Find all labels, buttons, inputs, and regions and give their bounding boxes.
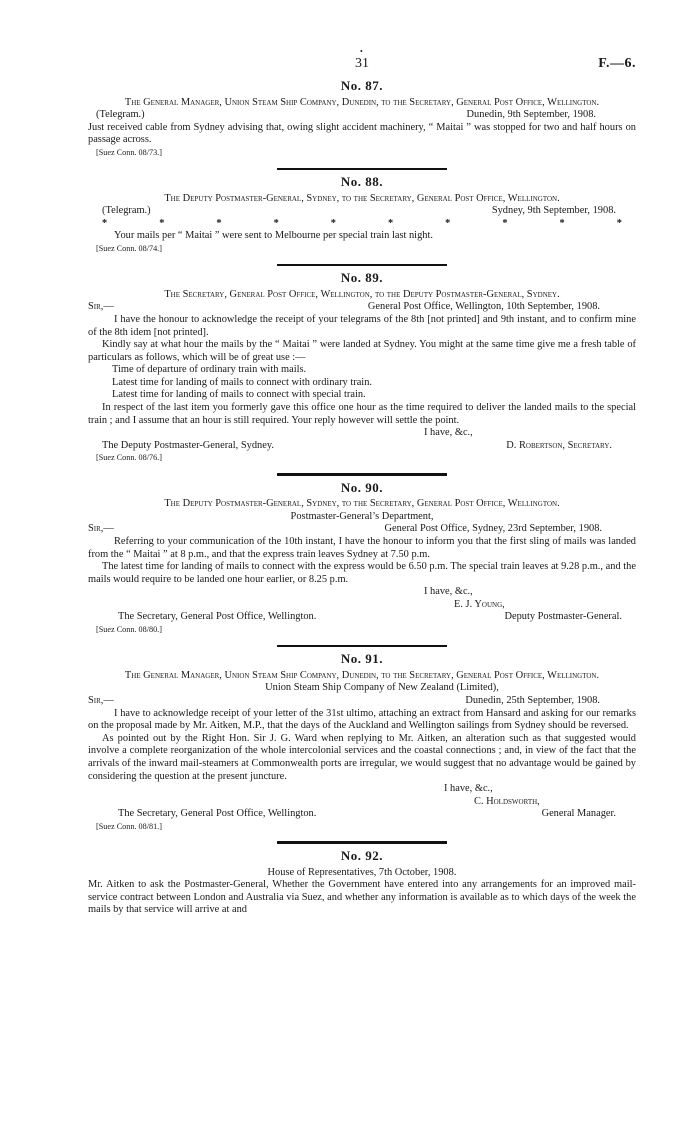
salutation: Sir,— <box>88 694 114 706</box>
section-heading: The Deputy Postmaster-General, Sydney, to the Secretary, General Post Office, Wellington. <box>164 192 560 204</box>
body-text: Just received cable from Sydney advising that, owing slight accident machinery, “ Maitai ” was stopped for two and half hours on passage across. <box>88 121 636 146</box>
section-divider <box>277 841 447 844</box>
margin-dot: • <box>360 47 363 56</box>
addressee: The Secretary, General Post Office, Wellington. <box>118 611 317 623</box>
closing: I have, &c., <box>444 783 493 795</box>
dateline: Dunedin, 9th September, 1908. <box>466 109 596 121</box>
file-reference: [Suez Conn. 08/76.] <box>96 453 162 463</box>
telegram-label: (Telegram.) <box>96 109 145 121</box>
paragraph: As pointed out by the Right Hon. Sir J. G. Ward when replying to Mr. Aitken, an alteration such as that suggested would involve a complete reorganization of the whole intercolonial services and the coastal connections ; and, in view of the fact that the arrivals of the inward mail-steamers at Commonwealth ports are irregular, we would suggest that no advantage would be gained by considering the question at the present juncture. <box>88 732 636 782</box>
list-item: Latest time for landing of mails to connect with special train. <box>112 389 366 401</box>
signer-title: Deputy Postmaster-General. <box>504 611 622 623</box>
section-no-90 <box>88 479 636 637</box>
company-line: Union Steam Ship Company of New Zealand (Limited), <box>265 682 499 694</box>
signer-title: General Manager. <box>541 808 616 820</box>
closing: I have, &c., <box>424 427 473 439</box>
section-title: No. 89. <box>340 270 384 286</box>
salutation: Sir,— <box>88 301 114 313</box>
section-no-88 <box>88 176 636 256</box>
section-no-92 <box>88 847 636 917</box>
signature: D. Robertson, Secretary. <box>506 439 612 451</box>
section-heading: The General Manager, Union Steam Ship Company, Dunedin, to the Secretary, General Post Office, Wellington. <box>124 669 600 681</box>
dateline: Dunedin, 25th September, 1908. <box>465 694 600 706</box>
section-title: No. 88. <box>340 174 384 190</box>
page-header <box>88 46 636 74</box>
section-title: No. 92. <box>340 847 384 863</box>
body-text: Mr. Aitken to ask the Postmaster-General, Whether the Government have entered into any arrangements for an improved mail-service contract between London and Australia via Suez, and whether any information is available as to which days of the week the mails by that service will arrive at and <box>88 879 636 916</box>
section-heading: The Secretary, General Post Office, Wellington, to the Deputy Postmaster-General, Sydney. <box>164 288 560 300</box>
section-heading: The Deputy Postmaster-General, Sydney, to the Secretary, General Post Office, Wellington. <box>164 498 560 510</box>
file-reference: [Suez Conn. 08/73.] <box>96 147 162 157</box>
paragraph: Kindly say at what hour the mails by the “ Maitai ” were landed at Sydney. You might at the same time give me a fresh table of particulars as follows, which will be of great use :— <box>88 339 636 363</box>
paragraph: I have to acknowledge receipt of your letter of the 31st ultimo, attaching an extract from Hansard and asking for our remarks on the proposal made by Mr. Aitken, M.P., that the days of the Auckland and Wellington sailings from Sydney should be reversed. <box>88 707 636 732</box>
dateline: Sydney, 9th September, 1908. <box>491 205 616 217</box>
file-reference: [Suez Conn. 08/80.] <box>96 625 162 635</box>
telegram-label: (Telegram.) <box>102 205 151 217</box>
page-reference: F.—6. <box>598 56 636 71</box>
department-line: Postmaster-General’s Department, <box>290 510 434 522</box>
dateline: General Post Office, Sydney, 23rd September, 1908. <box>384 523 602 535</box>
signature: E. J. Young, <box>454 598 505 610</box>
closing: I have, &c., <box>424 586 473 598</box>
list-item: Latest time for landing of mails to connect with ordinary train. <box>112 376 372 388</box>
section-title: No. 90. <box>340 479 384 495</box>
signature: C. Holdsworth, <box>474 795 540 807</box>
paragraph: In respect of the last item you formerly gave this office one hour as the time required to deliver the landed mails to the special train ; and I assume that an hour is still required. Your reply however will settle the point. <box>88 402 636 426</box>
section-title: No. 91. <box>340 651 384 667</box>
file-reference: [Suez Conn. 08/74.] <box>96 244 162 254</box>
dateline: General Post Office, Wellington, 10th September, 1908. <box>367 301 600 313</box>
section-no-91 <box>88 653 636 833</box>
list-item: Time of departure of ordinary train with mails. <box>112 364 307 376</box>
page-number: 31 <box>355 56 369 71</box>
document-page <box>88 46 636 917</box>
section-heading: The General Manager, Union Steam Ship Company, Dunedin, to the Secretary, General Post Office, Wellington. <box>124 96 600 108</box>
addressee: The Secretary, General Post Office, Wellington. <box>118 808 317 820</box>
section-divider <box>277 264 447 267</box>
file-reference: [Suez Conn. 08/81.] <box>96 821 162 831</box>
paragraph: I have the honour to acknowledge the receipt of your telegrams of the 8th [not printed] and 9th instant, and to confirm mine of the 8th idem [not printed]. <box>88 313 636 338</box>
section-no-87 <box>88 80 636 160</box>
section-no-89 <box>88 272 636 465</box>
salutation: Sir,— <box>88 523 114 535</box>
omission-stars: * * * * * * * * * * <box>102 217 622 229</box>
addressee: The Deputy Postmaster-General, Sydney. <box>102 439 274 451</box>
paragraph: The latest time for landing of mails to connect with the express would be 6.50 p.m. The special train leaves at 9.28 p.m., and the mails would require to be landed one hour earlier, or 8.25 p.m. <box>88 561 636 585</box>
body-text: Your mails per “ Maitai ” were sent to Melbourne per special train last night. <box>114 230 433 242</box>
dateline: House of Representatives, 7th October, 1908. <box>267 866 457 878</box>
section-divider <box>277 473 447 476</box>
section-divider <box>277 168 447 171</box>
section-title: No. 87. <box>340 78 384 93</box>
section-divider <box>277 645 447 648</box>
paragraph: Referring to your communication of the 10th instant, I have the honour to inform you that the first sling of mails was landed from the “ Maitai ” at 8 p.m., and that the express train leaves Sydney at 7.50 p.m. <box>88 535 636 560</box>
